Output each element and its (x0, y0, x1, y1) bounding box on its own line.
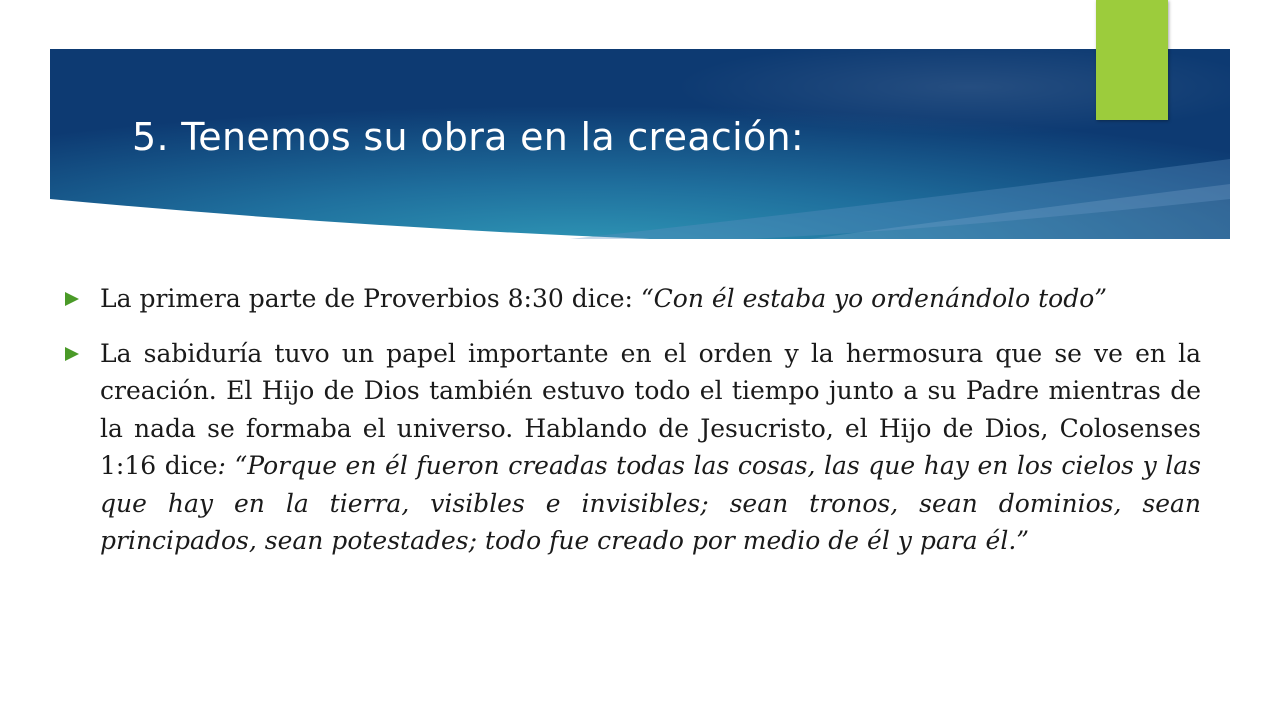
bullet-text: La sabiduría tuvo un papel importante en el orden y la hermosura que se ve en la creación. El Hijo de Dios también estuvo todo el tiempo junto a su Padre mientras de la nada se formaba el universo. Hablando de Jesucristo, el Hijo de Dios, Colosenses 1:16 dice (100, 338, 1201, 480)
accent-tab (1096, 0, 1168, 120)
triangle-bullet-icon (65, 292, 79, 306)
title-banner (50, 49, 1230, 239)
slide-title: 5. Tenemos su obra en la creación: (132, 115, 804, 159)
bullet-list (65, 280, 1201, 577)
bullet-item (65, 335, 1201, 560)
bullet-quote: : “Porque en él fueron creadas todas las cosas, las que hay en los cielos y las que hay en la tierra, visibles e invisibles; sean tronos, sean dominios, sean principados, sean potestades; todo fue creado por medio de él y para él.” (100, 451, 1201, 555)
triangle-bullet-icon (65, 347, 79, 361)
bullet-quote: “Con él estaba yo ordenándolo todo” (640, 284, 1108, 313)
bullet-item (65, 280, 1201, 318)
bullet-text: La primera parte de Proverbios 8:30 dice: (100, 284, 641, 313)
